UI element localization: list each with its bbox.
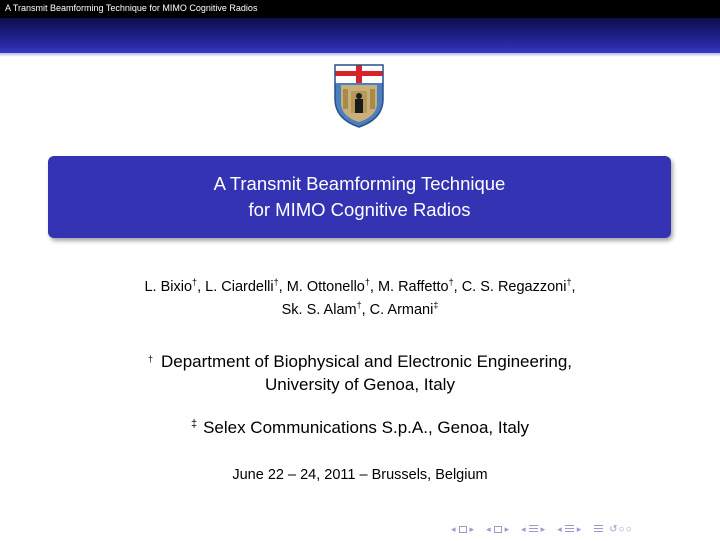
authors-line-2 <box>0 299 720 321</box>
nav-section-icon[interactable] <box>565 525 574 533</box>
author: C. Armani‡ <box>369 300 439 318</box>
author: L. Ciardelli†, <box>205 277 287 295</box>
nav-right-arrow-icon[interactable]: ▸ <box>576 524 582 534</box>
affiliation-1-line-1: † Department of Biophysical and Electronic Engineering, <box>147 352 573 371</box>
header-bar <box>0 0 720 18</box>
affiliation-1-line-2: University of Genoa, Italy <box>265 375 455 394</box>
nav-search-icon[interactable]: ↺○○ <box>609 523 633 535</box>
header-gradient-fade <box>0 53 720 57</box>
nav-right-arrow-icon[interactable]: ▸ <box>540 524 546 534</box>
header-gradient-band <box>0 18 720 53</box>
nav-left-arrow-icon[interactable]: ◂ <box>521 524 526 534</box>
nav-slide-group[interactable] <box>450 524 475 534</box>
nav-subsection-group[interactable] <box>520 524 546 534</box>
authors-line-1 <box>0 276 720 298</box>
double-dagger-mark: ‡ <box>190 418 198 430</box>
nav-section-group[interactable] <box>556 524 582 534</box>
nav-left-arrow-icon[interactable]: ◂ <box>557 524 562 534</box>
author: C. S. Regazzoni†, <box>461 277 576 295</box>
nav-right-arrow-icon[interactable]: ▸ <box>504 524 510 534</box>
nav-right-arrow-icon[interactable]: ▸ <box>469 524 475 534</box>
nav-frame-group[interactable] <box>485 524 510 534</box>
university-crest-icon <box>333 63 385 129</box>
author: L. Bixio†, <box>144 277 206 295</box>
nav-subsection-icon[interactable] <box>529 525 538 533</box>
title-line-2: for MIMO Cognitive Radios <box>248 199 471 220</box>
title-box <box>48 156 671 238</box>
author: M. Ottonello†, <box>286 277 378 295</box>
nav-frame-icon[interactable] <box>494 526 502 533</box>
dagger-mark: † <box>147 354 153 364</box>
nav-left-arrow-icon[interactable]: ◂ <box>486 524 491 534</box>
beamer-navigation-bar <box>450 522 633 536</box>
author: Sk. S. Alam†, <box>281 300 370 318</box>
short-title: A Transmit Beamforming Technique for MIMO Cognitive Radios <box>5 3 258 13</box>
title-line-1: A Transmit Beamforming Technique <box>213 173 506 194</box>
affiliation-2: ‡ Selex Communications S.p.A., Genoa, Italy <box>190 418 530 437</box>
nav-slide-icon[interactable] <box>459 526 467 533</box>
author: M. Raffetto†, <box>377 277 462 295</box>
nav-align-icon[interactable] <box>594 525 603 533</box>
date-location: June 22 – 24, 2011 – Brussels, Belgium <box>232 467 488 483</box>
nav-left-arrow-icon[interactable]: ◂ <box>451 524 456 534</box>
